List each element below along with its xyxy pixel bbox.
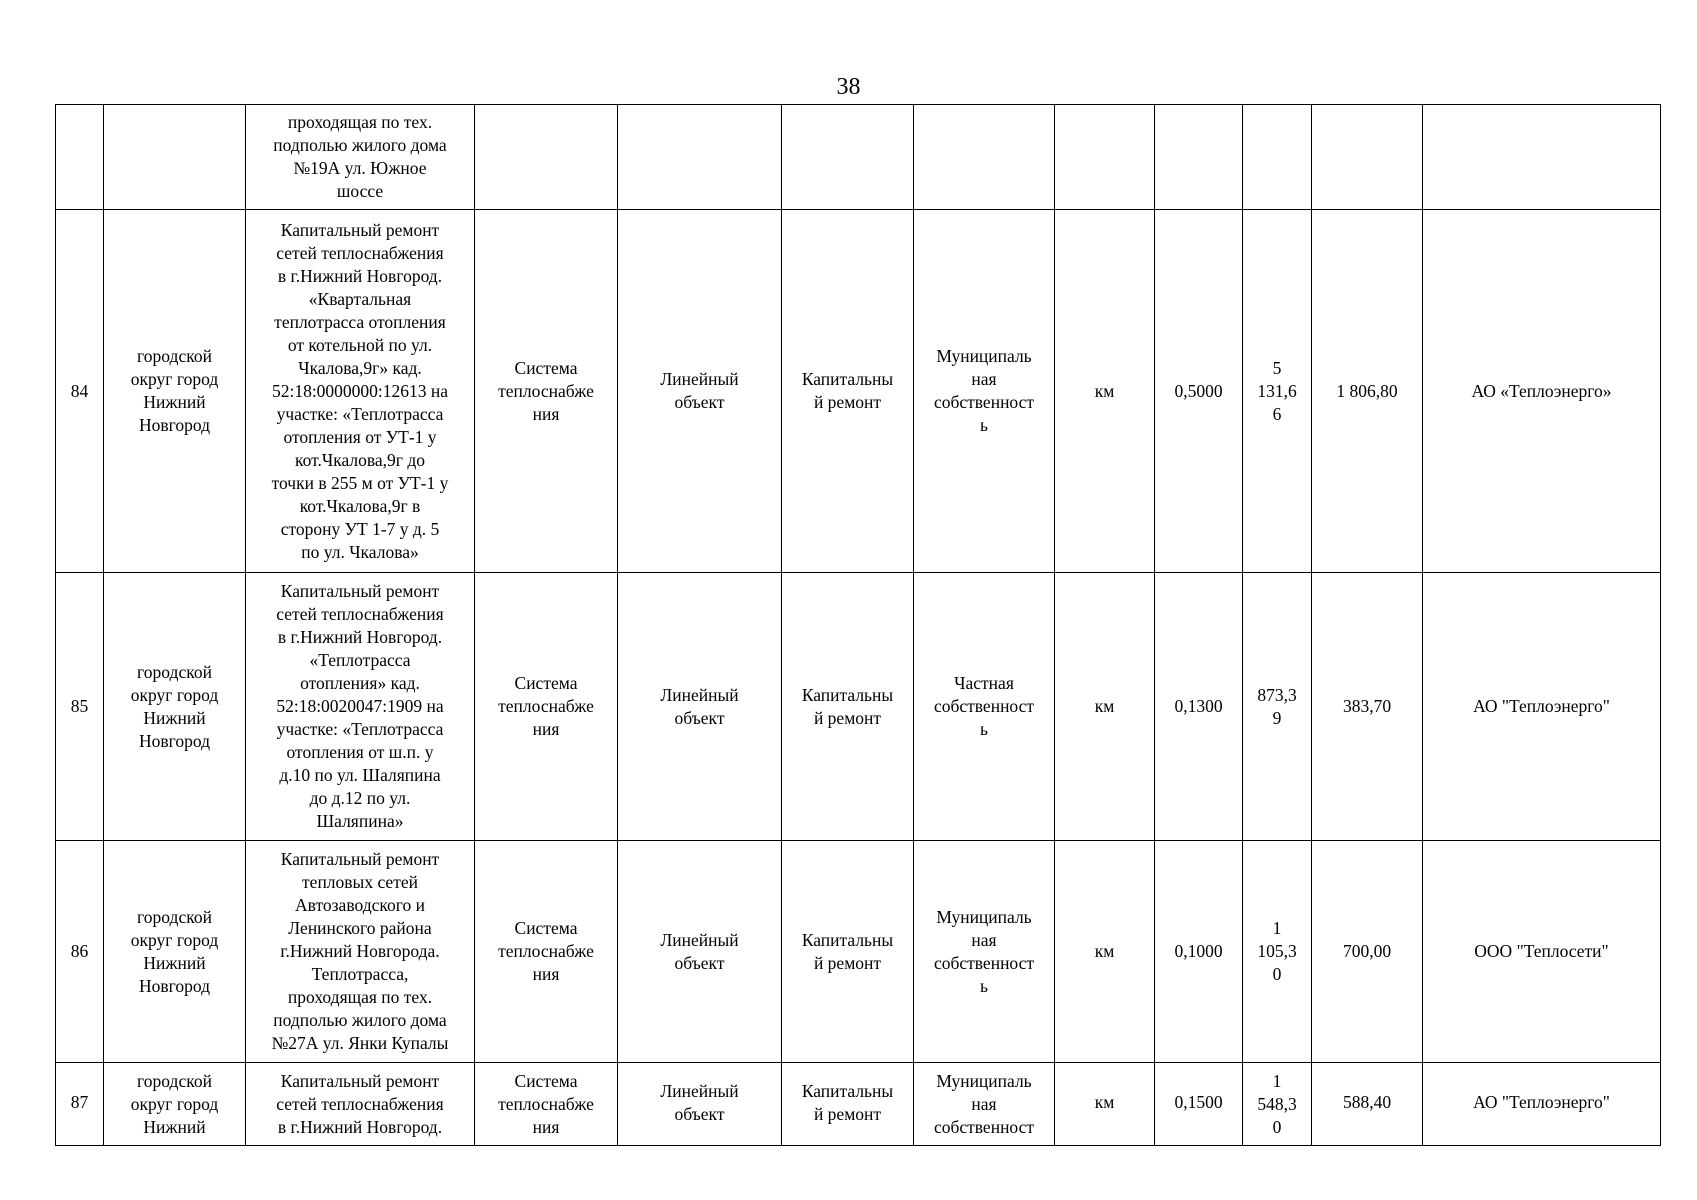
- unit-cell: [1055, 105, 1155, 210]
- cost-total-cell: [1243, 105, 1312, 210]
- organization-cell: АО "Теплоэнерго": [1423, 573, 1661, 841]
- table-row: [56, 105, 1661, 210]
- territory-cell: городской округ город Нижний Новгород: [104, 573, 246, 841]
- organization-cell: АО "Теплоэнерго": [1423, 1063, 1661, 1146]
- cost-year-cell: 1 806,80: [1312, 210, 1423, 573]
- organization-cell: ООО "Теплосети": [1423, 841, 1661, 1063]
- object-type-cell: Линейный объект: [618, 841, 782, 1063]
- length-cell: [1155, 105, 1243, 210]
- description-cell: Капитальный ремонт сетей теплоснабжения в г.Нижний Новгород. «Теплотрасса отопления» кад. 52:18:0020047:1909 на участке: «Теплотрасса отопления от ш.п. у д.10 по ул. Шаляпина до д.12 по ул. Шаляпина»: [246, 573, 475, 841]
- ownership-cell: Муниципаль ная собственност ь: [914, 841, 1055, 1063]
- cost-total-cell: 1 548,3 0: [1243, 1063, 1312, 1146]
- organization-cell: АО «Теплоэнерго»: [1423, 210, 1661, 573]
- description-cell: проходящая по тех. подполью жилого дома №19А ул. Южное шоссе: [246, 105, 475, 210]
- ownership-cell: Муниципаль ная собственност: [914, 1063, 1055, 1146]
- territory-cell: городской округ город Нижний Новгород: [104, 210, 246, 573]
- ownership-cell: Муниципаль ная собственност ь: [914, 210, 1055, 573]
- length-cell: 0,1300: [1155, 573, 1243, 841]
- system-cell: [475, 105, 618, 210]
- ownership-cell: Частная собственност ь: [914, 573, 1055, 841]
- cost-total-cell: 5 131,6 6: [1243, 210, 1312, 573]
- unit-cell: км: [1055, 210, 1155, 573]
- row-number-cell: [56, 105, 104, 210]
- table-row: [56, 210, 1661, 573]
- system-cell: Система теплоснабже ния: [475, 1063, 618, 1146]
- table-row: [56, 1063, 1661, 1146]
- work-type-cell: Капитальны й ремонт: [782, 841, 914, 1063]
- work-type-cell: Капитальны й ремонт: [782, 210, 914, 573]
- territory-cell: городской округ город Нижний: [104, 1063, 246, 1146]
- table-row: [56, 573, 1661, 841]
- length-cell: 0,1500: [1155, 1063, 1243, 1146]
- cost-year-cell: 588,40: [1312, 1063, 1423, 1146]
- system-cell: Система теплоснабже ния: [475, 573, 618, 841]
- description-cell: Капитальный ремонт сетей теплоснабжения в г.Нижний Новгород. «Квартальная теплотрасса отопления от котельной по ул. Чкалова,9г» кад. 52:18:0000000:12613 на участке: «Теплотрасса отопления от УТ-1 у кот.Чкалова,9г до точки в 255 м от УТ-1 у кот.Чкалова,9г в сторону УТ 1-7 у д. 5 по ул. Чкалова»: [246, 210, 475, 573]
- description-cell: Капитальный ремонт тепловых сетей Автозаводского и Ленинского района г.Нижний Новгорода. Теплотрасса, проходящая по тех. подполью жилого дома №27А ул. Янки Купалы: [246, 841, 475, 1063]
- ownership-cell: [914, 105, 1055, 210]
- object-type-cell: Линейный объект: [618, 210, 782, 573]
- organization-cell: [1423, 105, 1661, 210]
- cost-year-cell: [1312, 105, 1423, 210]
- page-number: 38: [836, 74, 861, 100]
- row-number-cell: 85: [56, 573, 104, 841]
- description-cell: Капитальный ремонт сетей теплоснабжения в г.Нижний Новгород.: [246, 1063, 475, 1146]
- row-number-cell: 87: [56, 1063, 104, 1146]
- cost-total-cell: 1 105,3 0: [1243, 841, 1312, 1063]
- work-type-cell: [782, 105, 914, 210]
- object-type-cell: Линейный объект: [618, 1063, 782, 1146]
- cost-year-cell: 700,00: [1312, 841, 1423, 1063]
- system-cell: Система теплоснабже ния: [475, 210, 618, 573]
- cost-year-cell: 383,70: [1312, 573, 1423, 841]
- table-row: [56, 841, 1661, 1063]
- cost-total-cell: 873,3 9: [1243, 573, 1312, 841]
- object-type-cell: [618, 105, 782, 210]
- work-type-cell: Капитальны й ремонт: [782, 573, 914, 841]
- unit-cell: км: [1055, 841, 1155, 1063]
- territory-cell: городской округ город Нижний Новгород: [104, 841, 246, 1063]
- object-type-cell: Линейный объект: [618, 573, 782, 841]
- unit-cell: км: [1055, 1063, 1155, 1146]
- length-cell: 0,5000: [1155, 210, 1243, 573]
- objects-table: [55, 104, 1661, 1146]
- row-number-cell: 86: [56, 841, 104, 1063]
- row-number-cell: 84: [56, 210, 104, 573]
- territory-cell: [104, 105, 246, 210]
- length-cell: 0,1000: [1155, 841, 1243, 1063]
- unit-cell: км: [1055, 573, 1155, 841]
- system-cell: Система теплоснабже ния: [475, 841, 618, 1063]
- work-type-cell: Капитальны й ремонт: [782, 1063, 914, 1146]
